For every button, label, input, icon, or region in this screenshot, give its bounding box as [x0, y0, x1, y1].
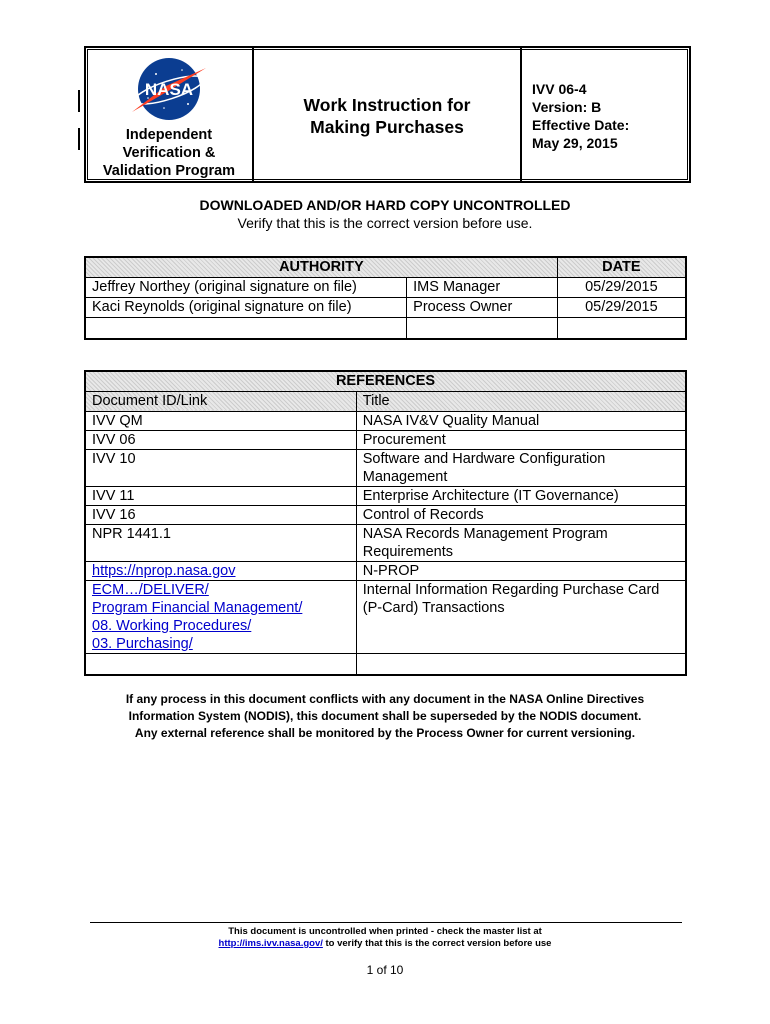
reference-title: NASA Records Management Program Requirements — [356, 524, 686, 561]
date-header: DATE — [557, 257, 686, 277]
reference-title: Enterprise Architecture (IT Governance) — [356, 486, 686, 505]
org-line: Verification & — [122, 145, 216, 161]
footer-line: to verify that this is the correct version before use — [322, 938, 552, 949]
ecm-link[interactable]: ECM…/DELIVER/ — [92, 581, 209, 598]
document-title: Work Instruction for — [303, 95, 471, 115]
reference-title: NASA IV&V Quality Manual — [356, 411, 686, 430]
reference-id: IVV QM — [85, 411, 356, 430]
disclaimer-line: Information System (NODIS), this document shall be superseded by the NODIS document. — [128, 709, 642, 723]
reference-title: Procurement — [356, 430, 686, 449]
disclaimer-line: If any process in this document conflicts with any document in the NASA Online Directives — [125, 692, 645, 706]
org-line: Validation Program — [102, 163, 236, 179]
page-number: 1 of 10 — [366, 963, 404, 977]
reference-id: IVV 11 — [85, 486, 356, 505]
disclaimer-line: Any external reference shall be monitored by the Process Owner for current versioning. — [134, 726, 636, 740]
change-bar — [78, 128, 80, 150]
authority-header: AUTHORITY — [85, 257, 557, 277]
org-line: Independent — [125, 127, 213, 143]
title-cell — [254, 48, 522, 181]
ims-link[interactable]: http://ims.ivv.nasa.gov/ — [218, 938, 323, 949]
meta-cell — [522, 48, 689, 181]
reference-title: Software and Hardware Configuration Management — [356, 449, 686, 486]
document-title: Making Purchases — [310, 117, 464, 137]
reference-id: IVV 16 — [85, 505, 356, 524]
reference-id: IVV 10 — [85, 449, 356, 486]
reference-title: Internal Information Regarding Purchase Card (P-Card) Transactions — [356, 580, 686, 653]
footer — [0, 926, 770, 950]
nasa-logo-icon — [126, 56, 212, 122]
reference-id: NPR 1441.1 — [85, 524, 356, 561]
authority-name: Jeffrey Northey (original signature on file) — [85, 277, 407, 297]
nprop-link[interactable]: https://nprop.nasa.gov — [92, 562, 236, 579]
logo-cell — [86, 48, 254, 181]
authority-role: IMS Manager — [407, 277, 558, 297]
authority-table — [84, 256, 687, 340]
document-header — [84, 46, 691, 183]
footer-divider — [90, 922, 682, 923]
empty-cell — [407, 317, 558, 339]
effective-label: Effective Date: — [532, 117, 630, 133]
change-bar — [78, 90, 80, 112]
ecm-link[interactable]: 08. Working Procedures/ — [92, 617, 252, 634]
reference-title: N-PROP — [356, 561, 686, 580]
column-header-title: Title — [356, 391, 686, 411]
footer-line: This document is uncontrolled when printed - check the master list at — [228, 926, 542, 937]
authority-role: Process Owner — [407, 297, 558, 317]
reference-title: Control of Records — [356, 505, 686, 524]
empty-cell — [85, 653, 356, 675]
ecm-link[interactable]: 03. Purchasing/ — [92, 635, 193, 652]
references-table — [84, 370, 687, 676]
reference-id: IVV 06 — [85, 430, 356, 449]
authority-date: 05/29/2015 — [557, 297, 686, 317]
empty-cell — [557, 317, 686, 339]
references-header: REFERENCES — [85, 371, 686, 391]
empty-cell — [356, 653, 686, 675]
column-header-doc-id: Document ID/Link — [85, 391, 356, 411]
svg-text:NASA: NASA — [144, 80, 194, 99]
nodis-disclaimer — [0, 691, 770, 742]
empty-cell — [85, 317, 407, 339]
authority-name: Kaci Reynolds (original signature on file) — [85, 297, 407, 317]
ecm-link[interactable]: Program Financial Management/ — [92, 599, 303, 616]
authority-date: 05/29/2015 — [557, 277, 686, 297]
effective-date: May 29, 2015 — [532, 135, 618, 151]
doc-id: IVV 06-4 — [532, 81, 587, 97]
verify-notice: Verify that this is the correct version before use. — [237, 215, 533, 231]
uncontrolled-notice: DOWNLOADED AND/OR HARD COPY UNCONTROLLED — [199, 197, 571, 213]
doc-version: Version: B — [532, 99, 602, 115]
